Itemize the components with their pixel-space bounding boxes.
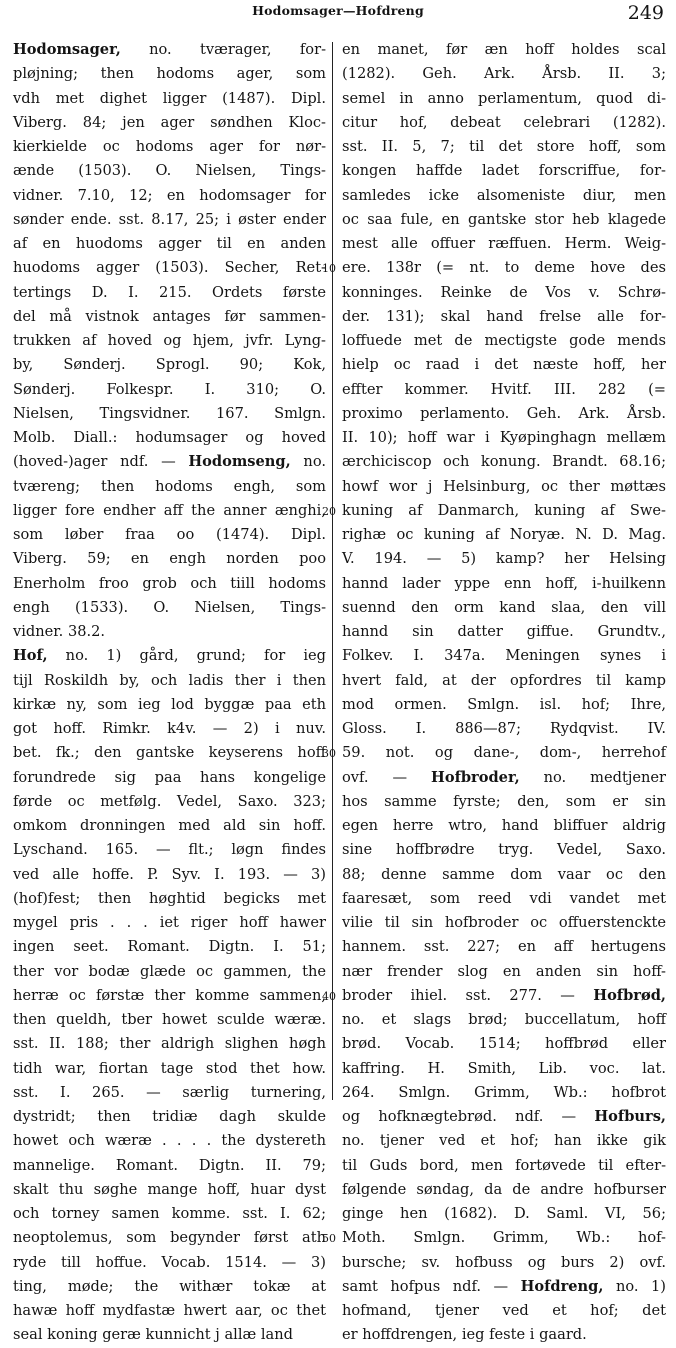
running-title: Hodomsager—Hofdreng — [252, 3, 424, 18]
text-line: pløjning; then hodoms ager, som — [13, 65, 326, 83]
text-line: ovf. — Hofbroder, no. medtjener — [342, 768, 666, 786]
text-line: tijl Roskildh by, och ladis ther i then — [13, 671, 326, 689]
text-line: effter kommer. Hvitf. III. 282 (= — [342, 380, 666, 398]
text-line: sst. I. 265. — særlig turnering, — [13, 1083, 326, 1101]
text-line: ligger fore endher aff the anner ænghi, — [13, 501, 326, 519]
left-column — [13, 38, 326, 1348]
text-line: trukken af hoved og hjem, jvfr. Lyng- — [13, 332, 326, 349]
text-line: kierkielde oc hodoms ager for nør- — [13, 138, 326, 155]
text-line: mest alle offuer ræffuen. Herm. Weig- — [342, 235, 666, 252]
text-line: engh (1533). O. Nielsen, Tings- — [13, 598, 326, 616]
text-line: (hoved-)ager ndf. — Hodomseng, no. — [13, 453, 326, 471]
text-line: och torney samen komme. sst. I. 62; — [13, 1205, 326, 1222]
text-line: ther vor bodæ glæde oc gammen, the — [13, 962, 326, 980]
text-line: nær frender slog en anden sin hoff- — [342, 962, 666, 980]
text-line: howf wor j Helsinburg, oc ther møttæs — [342, 477, 666, 495]
text-line: brød. Vocab. 1514; hoffbrød eller — [342, 1035, 666, 1053]
text-line: ryde till hoffue. Vocab. 1514. — 3) — [13, 1253, 326, 1271]
text-line: konninges. Reinke de Vos v. Schrø- — [342, 283, 666, 301]
text-line: kaffring. H. Smith, Lib. voc. lat. — [342, 1059, 666, 1077]
text-line: samledes icke alsomeniste diur, men — [342, 186, 666, 204]
text-line: ting, møde; the withær tokæ at — [13, 1277, 326, 1295]
running-head — [0, 3, 676, 25]
line-number-marker: 30 — [322, 747, 336, 761]
text-line: citur hof, debeat celebrari (1282). — [342, 113, 666, 131]
headword: Hofbrød, — [593, 986, 666, 1004]
text-line: af en huodoms agger til en anden — [13, 235, 326, 252]
text-line: omkom dronningen med ald sin hoff. — [13, 817, 326, 834]
text-line: førde oc metfølg. Vedel, Saxo. 323; — [13, 792, 326, 810]
text-line: suennd den orm kand slaa, den vill — [342, 598, 666, 616]
text-line: skalt thu søghe mange hoff, huar dyst — [13, 1180, 326, 1198]
text-line: en manet, før æn hoff holdes scal — [342, 41, 666, 58]
text-line: got hoff. Rimkr. k4v. — 2) i nuv. — [13, 720, 326, 737]
text-line: ved alle hoffe. P. Syv. I. 193. — 3) — [13, 865, 326, 883]
text-line: og hofknægtebrød. ndf. — Hofburs, — [342, 1108, 666, 1125]
text-line: mannelige. Romant. Digtn. II. 79; — [13, 1156, 326, 1174]
right-column — [342, 38, 666, 1348]
text-line: til Guds bord, men fortøvede til efter- — [342, 1156, 666, 1174]
text-line: hannem. sst. 227; en aff hertugens — [342, 938, 666, 956]
text-line: seal koning geræ kunnicht j allæ land — [13, 1326, 293, 1344]
text-line: Enerholm froo grob och tiill hodoms — [13, 574, 326, 592]
text-line: hannd lader yppe enn hoff, i-huilkenn — [342, 574, 666, 592]
text-line: no. et slags brød; buccellatum, hoff — [342, 1011, 666, 1028]
headword: Hof, — [13, 647, 48, 665]
text-line: del må vistnok antages før sammen- — [13, 307, 326, 325]
text-line: ginge hen (1682). D. Saml. VI, 56; — [342, 1205, 666, 1222]
text-line: howet och wæræ . . . . the dystereth — [13, 1132, 326, 1150]
text-line: kirkæ ny, som ieg lod byggæ paa eth — [13, 695, 326, 713]
headword: Hofburs, — [594, 1108, 666, 1125]
text-line: hannd sin datter giffue. Grundtv., — [342, 623, 666, 640]
text-line: oc saa fule, en gantske stor heb klagede — [342, 210, 666, 228]
text-line: der. 131); skal hand frelse alle for- — [342, 307, 666, 325]
text-line: sønder ende. sst. 8.17, 25; i øster ender — [13, 210, 326, 228]
text-line: (1282). Geh. Ark. Årsb. II. 3; — [342, 65, 666, 83]
text-line: forundrede sig paa hans kongelige — [13, 768, 326, 786]
text-line: vidner. 38.2. — [13, 623, 106, 640]
text-line: følgende søndag, da de andre hofburser — [342, 1180, 666, 1198]
text-line: huodoms agger (1503). Secher, Ret- — [13, 259, 326, 277]
text-line: sst. II. 188; ther aldrigh slighen høgh — [13, 1035, 326, 1053]
text-line: dystridt; then tridiæ dagh skulde — [13, 1108, 326, 1125]
text-line: Gloss. I. 886—87; Rydqvist. IV. — [342, 720, 666, 737]
text-line: 88; denne samme dom vaar oc den — [342, 865, 666, 883]
text-line: tidh war, fiortan tage stod thet how. — [13, 1059, 326, 1077]
text-line: Nielsen, Tingsvidner. 167. Smlgn. — [13, 404, 326, 422]
text-line: kuning af Danmarch, kuning af Swe- — [342, 501, 666, 519]
text-line: kongen haffde ladet forscriffue, for- — [342, 162, 666, 180]
text-line: tertings D. I. 215. Ordets første — [13, 283, 326, 301]
text-line: tværeng; then hodoms engh, som — [13, 477, 326, 495]
text-line: sine hoffbrødre tryg. Vedel, Saxo. — [342, 841, 666, 859]
text-line: egen herre wtro, hand bliffuer aldrig — [342, 817, 666, 834]
line-number-marker: 50 — [322, 1232, 336, 1246]
text-line: II. 10); hoff war i Kyøpinghagn mellæm — [342, 429, 666, 446]
text-line: mygel pris . . . iet riger hoff hawer — [13, 914, 326, 931]
headword: Hofdreng, — [520, 1277, 604, 1295]
text-line: Hodomsager, no. tværager, for- — [13, 41, 326, 58]
text-line: proximo perlamento. Geh. Ark. Årsb. — [342, 404, 666, 422]
text-line: ere. 138r (= nt. to deme hove des — [342, 259, 666, 277]
line-number-marker: 10 — [322, 262, 336, 276]
text-line: loffuede met de mectigste gode mends — [342, 332, 666, 349]
text-line: Moth. Smlgn. Grimm, Wb.: hof- — [342, 1229, 666, 1247]
text-line: vdh met dighet ligger (1487). Dipl. — [13, 89, 326, 107]
line-number-marker: 40 — [322, 989, 336, 1003]
text-line: hielp oc raad i det næste hoff, her — [342, 356, 666, 374]
text-line: 264. Smlgn. Grimm, Wb.: hofbrot — [342, 1083, 666, 1101]
text-line: Folkev. I. 347a. Meningen synes i — [342, 647, 666, 665]
text-line: ingen seet. Romant. Digtn. I. 51; — [13, 938, 326, 956]
text-line: Viberg. 59; en engh norden poo — [13, 550, 326, 568]
text-line: by, Sønderj. Sprogl. 90; Kok, — [13, 356, 326, 374]
text-line: hos samme fyrste; den, som er sin — [342, 792, 666, 810]
text-line: sst. II. 5, 7; til det store hoff, som — [342, 138, 666, 155]
line-number-marker: 20 — [322, 504, 336, 518]
text-line: (hof)fest; then høghtid begicks met — [13, 889, 326, 907]
text-line: then queldh, tber howet sculde wæræ. — [13, 1011, 326, 1028]
text-line: hvert fald, at der opfordres til kamp — [342, 671, 666, 689]
headword: Hofbroder, — [431, 768, 520, 786]
text-line: bursche; sv. hofbuss og burs 2) ovf. — [342, 1253, 666, 1271]
text-line: mod ormen. Smlgn. isl. hof; Ihre, — [342, 695, 666, 713]
headword: Hodomsager, — [13, 41, 121, 58]
text-line: vidner. 7.10, 12; en hodomsager for — [13, 186, 326, 204]
text-line: hofmand, tjener ved et hof; det — [342, 1302, 666, 1319]
column-divider — [332, 42, 333, 1100]
text-line: V. 194. — 5) kamp? her Helsing — [342, 550, 666, 568]
text-line: Viberg. 84; jen ager søndhen Kloc- — [13, 113, 326, 131]
text-line: ærchiciscop och konung. Brandt. 68.16; — [342, 453, 666, 471]
text-line: hawæ hoff mydfastæ hwert aar, oc thet — [13, 1302, 326, 1319]
text-line: no. tjener ved et hof; han ikke gik — [342, 1132, 666, 1150]
text-line: vilie til sin hofbroder oc offuerstenckte — [342, 914, 666, 931]
text-line: righæ oc kuning af Noryæ. N. D. Mag. — [342, 526, 666, 543]
text-line: som løber fraa oo (1474). Dipl. — [13, 526, 326, 543]
text-line: faaresæt, som reed vdi vandet met — [342, 889, 666, 907]
text-line: Hof, no. 1) gård, grund; for ieg — [13, 647, 326, 665]
text-line: samt hofpus ndf. — Hofdreng, no. 1) — [342, 1277, 667, 1295]
text-line: Lyschand. 165. — flt.; løgn findes — [13, 841, 326, 859]
text-line: 59. not. og dane-, dom-, herrehof — [342, 744, 666, 762]
text-line: er hoffdrengen, ieg feste i gaard. — [342, 1326, 587, 1344]
page-number: 249 — [627, 2, 664, 24]
text-line: broder ihiel. sst. 277. — Hofbrød, — [342, 986, 666, 1004]
text-line: ænde (1503). O. Nielsen, Tings- — [13, 162, 326, 180]
text-line: semel in anno perlamentum, quod di- — [342, 89, 666, 107]
headword: Hodomseng, — [188, 453, 291, 471]
text-line: neoptolemus, som begynder først ath — [13, 1229, 326, 1247]
text-line: Molb. Diall.: hodumsager og hoved — [13, 429, 326, 446]
text-line: Sønderj. Folkespr. I. 310; O. — [13, 380, 326, 398]
text-line: herræ oc førstæ ther komme sammen, — [13, 986, 326, 1004]
text-line: bet. fk.; den gantske keyserens hoff — [13, 744, 326, 762]
